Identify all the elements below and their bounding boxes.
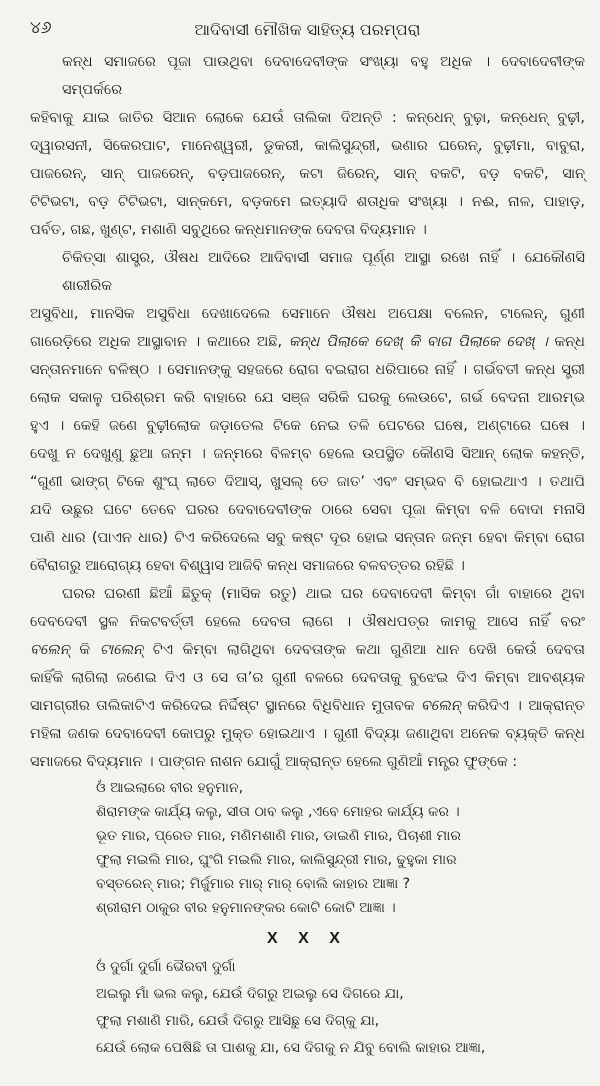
body-line bbox=[30, 160, 585, 188]
text-segment: ଚିକିତ୍ସା ଶାସ୍ତ୍ର, ଔଷଧ ଆଦିରେ ଆଦିବାସୀ ସମାଜ ପୂର୍ଣ୍ଣ ଆସ୍ଥା ରଖେ ନାହିଁ । ଯେକୌଣସି ଶାରୀରିକ bbox=[62, 250, 585, 294]
mantra-verse-2 bbox=[96, 954, 576, 1062]
body-line bbox=[30, 720, 585, 748]
text-segment: ସମାଜରେ ବିଦ୍ୟମାନ । ପାଙ୍ଗନ ନାଶନ ଯୋଗୁଁ ଆକ୍ରାନ୍ତ ହେଲେ ଗୁଣିଆଁ ମନ୍ତ୍ର ଫୁଙ୍କେ : bbox=[30, 754, 518, 770]
text-segment: “ଗୁଣୀ ଭାଙ୍ଗ୍ ଟିକେ ଶୁଂଘ୍ ଲାତେ ଦିଆସ୍, ଖୁସଲ୍ ତେ ଜାତ’ ଏବଂ ସମ୍ଭବ ବି ହୋଇଥାଏ । ତଥାପି bbox=[30, 474, 585, 490]
text-segment: କରିଦିଏ । ଆକ୍ରାନ୍ତ bbox=[460, 698, 585, 714]
text-segment: ଟିଟିଭଟା, ବଡ଼ ଟିଟିଭଟା, ସାନ୍‌କମେ, ବଡ଼କମେ ଇତ୍ୟାଦି ଶତାଧିକ ସଂଖ୍ୟା । ନଈ, ନାଳ, ପାହାଡ଼, bbox=[30, 194, 585, 210]
body-line bbox=[30, 384, 585, 412]
text-segment: ପର୍ବତ, ଗଛ, ଖୁଣ୍ଟ, ମଶାଣି ସବୁଥିରେ କନ୍ଧମାନଙ୍କ ଦେବତା ବିଦ୍ୟମାନ । bbox=[30, 222, 427, 238]
body-line bbox=[30, 636, 585, 664]
text-segment: ସାମଗ୍ରୀର ତାଲିକାଟିଏ କରିଦେଇ ନିର୍ଦ୍ଦିଷ୍ଟ ସ୍ଥାନରେ ବିଧିବିଧାନ ମୁତାବକ bbox=[30, 698, 421, 714]
body-line bbox=[30, 48, 585, 104]
text-segment: ସନ୍ତାନମାନେ ବଳିଷ୍ଠ । ସେମାନଙ୍କୁ ସହଜରେ ରୋଗ ବଇରାଗ ଧରିପାରେ ନାହିଁ । ଗର୍ଭବତୀ କନ୍ଧ ସ୍ତ୍ରୀ bbox=[30, 362, 585, 378]
verse-line: ବସ୍ତରେନ୍ ମାର; ମିର୍ଜୁମାର ମାର୍ ମାର୍ ବୋଲି କାହାର ଆଜ୍ଞା ? bbox=[96, 876, 411, 892]
text-segment: ମହିଳା ଜଣକ ଦେବାଦେବୀ କୋପରୁ ମୁକ୍ତ ହୋଇଥାଏ । ଗୁଣୀ ବିଦ୍ୟା ଜଣାଥିବା ଅନେକ ବ୍ୟକ୍ତି କନ୍ଧ bbox=[30, 726, 585, 742]
body-line bbox=[30, 244, 585, 300]
text-segment: ବୈରାଗରୁ ଆରୋଗ୍ୟ ହେବା ବିଶ୍ୱାସ ଆଜିବି କନ୍ଧ ସମାଜରେ ବଳବତ୍ତର ରହିଛି । bbox=[30, 558, 465, 574]
verse-line: ଅଇଲୁ ମାଁ ଭଲ କଲୁ, ଯେଉଁ ଦିଗରୁ ଅଇଲୁ ସେ ଦିଗରେ ଯା, bbox=[96, 986, 404, 1002]
text-segment: କହିବାକୁ ଯାଇ ଜାତିର ସିଆନ ଲୋକେ ଯେଉଁ ତାଲିକା ଦିଅନ୍ତି : କନ୍ଧେନ୍ ବୁଢ଼ା, କନ୍ଧେନ୍ ବୁଢ଼ୀ, bbox=[30, 110, 585, 126]
italic-phrase: ଟାଲେନ୍ bbox=[99, 642, 144, 658]
page-header bbox=[30, 18, 585, 48]
text-segment: ପାଣି ଧାର (ପାଏନ ଧାର) ଟିଏ କରିଦେଲେ ସବୁ କଷ୍ଟ ଦୂର ହୋଇ ସନ୍ତାନ ଜନ୍ମ ହେବା କିମ୍ବା ରୋଗ bbox=[30, 530, 585, 546]
body-line bbox=[30, 300, 585, 328]
body-line bbox=[30, 188, 585, 216]
body-line bbox=[30, 608, 585, 636]
verse-line: ଓଁ ଦୁର୍ଗା ଦୁର୍ଗା ଭୈରବୀ ଦୁର୍ଗା bbox=[96, 959, 236, 975]
text-segment: ହୁଏ । କେହି ଜଣେ ବୁଢ଼ୀଲୋକ ଜଡ଼ାତେଲ ଟିକେ ନେଇ ତଳି ପେଟରେ ଘଷେ, ଅଣ୍ଟାରେ ଘଷେ । bbox=[30, 418, 585, 434]
verse-line: ଶିରାମଙ୍କ କାର୍ଯ୍ୟ କଲୁ, ସୀତା ଠାବ କଲୁ ,ଏବେ ମୋହର କାର୍ଯ୍ୟ କର । bbox=[96, 804, 460, 820]
body-line bbox=[30, 412, 585, 440]
body-line bbox=[30, 440, 585, 468]
page-number: ୪୬ bbox=[30, 18, 52, 38]
text-segment: ପାଜରେନ୍, ସାନ୍ ପାଜରେନ୍, ବଡ଼ପାଜରେନ୍, କଟା ଜିରେନ୍, ସାନ୍ ବକଟି, ବଡ଼ ବକଟି, ସାନ୍ bbox=[30, 166, 585, 182]
text-segment: ଟିଏ କିମ୍ବା ଲାଗିଥିବା ଦେବତାଙ୍କ କଥା ଗୁଣିଆ ଧାନ ଦେଖି କେଉଁ ଦେବତା bbox=[143, 642, 586, 658]
text-segment: ଦ୍ୱାରସନୀ, ସିକେରପାଟ, ମାନେଶ୍ୱରୀ, ଡୁକରୀ, କାଲିସୁନ୍ଦ୍ରୀ, ଭଣାର ଘରେନ୍, ବୁଢ଼ୀମା, ବାବୁରା, bbox=[30, 138, 585, 154]
running-title: ଆଦିବାସୀ ମୌଖିକ ସାହିତ୍ୟ ପରମ୍ପରା bbox=[194, 20, 421, 39]
body-line bbox=[30, 468, 585, 496]
body-line bbox=[30, 580, 585, 608]
italic-phrase: ବଲେନ୍ bbox=[30, 642, 70, 658]
text-segment: ଘରର ଘରଣୀ ଛିଆଁ ଛିତୁକ୍ (ମାସିକ ରତୁ) ଥାଇ ଘର ଦେବାଦେବୀ କିମ୍ବା ଗାଁ ବାହାରେ ଥିବା bbox=[62, 586, 585, 602]
verse-line: ଯେଉଁ ଲୋକ ପେଷିଛି ତା ପାଶକୁ ଯା, ସେ ଦିଗକୁ ନ ଯିବୁ ବୋଲି କାହାର ଆଜ୍ଞା, bbox=[96, 1040, 486, 1056]
text-segment: କାହିଁକି ଲାଗିଲା ଜଣେଇ ଦିଏ ଓ ସେ ତା’ର ଗୁଣୀ ବଳରେ ଦେବତାକୁ ବୁଝେଇ ଦିଏ କିମ୍ବା ଆବଶ୍ୟକ bbox=[30, 670, 585, 686]
text-segment: ଲୋକ ସକାଳୁ ପରିଶ୍ରମ କରି ବାହାରେ ଯେ ସଞ୍ଜ ସରିକି ଘରକୁ ଲେଉଟେ, ଗର୍ଭ ବେଦନା ଆରମ୍ଭ bbox=[30, 390, 585, 406]
verse-line: ଓଁ ଆଇଲାରେ ବୀର ହନୁମାନ, bbox=[96, 780, 244, 796]
verse-line: ଶ୍ରୀରାମ ଠାକୁର ବୀର ହନୁମାନଙ୍କର କୋଟି କୋଟି ଆଜ୍ଞା । bbox=[96, 900, 396, 916]
text-segment: ଯଦି ଉଛୁର ଘଟେ ତେବେ ଘରର ଦେବାଦେବୀଙ୍କ ଠାରେ ସେବା ପୂଜା କିମ୍ବା ବଳି ବୋଦା ମନାସି bbox=[30, 502, 585, 518]
body-line bbox=[30, 356, 585, 384]
body-line bbox=[30, 692, 585, 720]
text-segment: କନ୍ଧ ସମାଜରେ ପୂଜା ପାଉଥିବା ଦେବାଦେବୀଙ୍କ ସଂଖ୍ୟା ବହୁ ଅଧିକ । ଦେବାଦେବୀଙ୍କ ସମ୍ପର୍କରେ bbox=[62, 54, 585, 98]
verse-line: ଫୁଲା ମଇଲି ମାର, ଘୁଂଗି ମଇଲି ମାର, କାଲିସୁନ୍ଦ୍ରୀ ମାର, ଢୁହୁକା ମାର bbox=[96, 852, 457, 868]
text-segment: ଦେଖୁ ନ ଦେଖୁଣୁ ଛୁଆ ଜନ୍ମ । ଜନ୍ମରେ ବିଳମ୍ବ ହେଲେ ଉପସ୍ଥିତ କୌଣସି ସିଆନ୍ ଲୋକ କହନ୍ତି, bbox=[30, 446, 585, 462]
body-line bbox=[30, 216, 585, 244]
text-segment: କି bbox=[69, 642, 100, 658]
text-segment: ଅସୁବିଧା, ମାନସିକ ଅସୁବିଧା ଦେଖାଦେଲେ ସେମାନେ ଔଷଧ ଅପେକ୍ଷା ବଲେନ, ଟାଲେନ୍, ଗୁଣୀ bbox=[30, 306, 585, 322]
italic-phrase: ବଲେନ୍ bbox=[420, 698, 461, 714]
verse-line: ଫୁଲା ମଶାଣି ମାରି, ଯେଉଁ ଦିଗରୁ ଆସିଛୁ ସେ ଦିଗ୍‌କୁ ଯା, bbox=[96, 1013, 380, 1029]
italic-phrase: କନ୍ଧ ପିଲାକେ ଦେଖ୍ କି ବାଗ ପିଲାକେ ଦେଖ୍ । bbox=[288, 334, 548, 350]
body-line bbox=[30, 664, 585, 692]
section-separator: X X X bbox=[267, 930, 348, 947]
body-line bbox=[30, 132, 585, 160]
text-segment: ଗାରେଡ଼ିରେ ଅଧିକ ଆସ୍ଥାବାନ । କଥାରେ ଅଛି, bbox=[30, 334, 289, 350]
body-line bbox=[30, 748, 585, 776]
text-segment: ଦେବଦେବୀ ସ୍ଥଳ ନିକଟବର୍ତ୍ତୀ ହେଲେ ଦେବତା ଲାଗେ । ଔଷଧପତ୍ର କାମକୁ ଆସେ ନାହିଁ ବରଂ bbox=[30, 614, 585, 630]
verse-line: ଭୂତ ମାର, ପ୍ରେତ ମାର, ମଣିମଶାଣି ମାର, ଡାଇଣି ମାର, ପିଚାଶୀ ମାର bbox=[96, 828, 461, 844]
body-line bbox=[30, 328, 585, 356]
body-line bbox=[30, 496, 585, 524]
body-text bbox=[30, 48, 585, 776]
text-segment: କନ୍ଧ bbox=[547, 334, 585, 350]
body-line bbox=[30, 552, 585, 580]
body-line bbox=[30, 104, 585, 132]
mantra-verse-1 bbox=[96, 776, 576, 920]
body-line bbox=[30, 524, 585, 552]
